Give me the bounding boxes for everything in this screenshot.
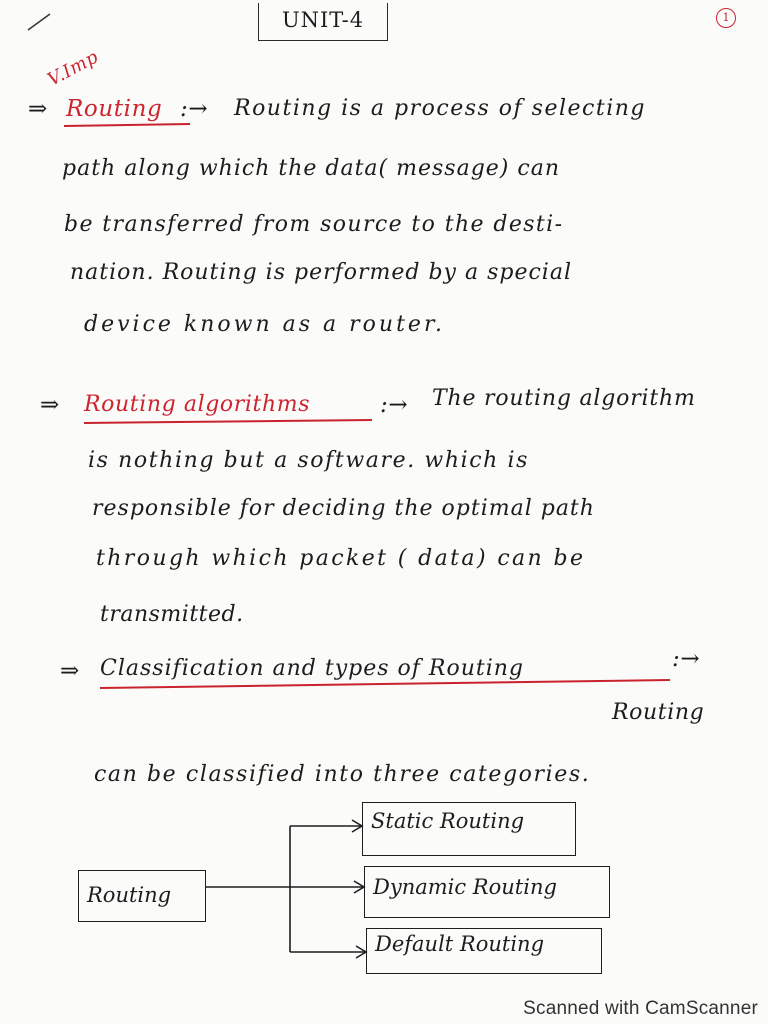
routing-line-3: be transferred from source to the desti- (64, 212, 564, 237)
routing-underline (64, 124, 190, 126)
routing-separator: :→ (180, 96, 209, 122)
diagram-node-dynamic: Dynamic Routing (364, 866, 610, 918)
classification-term: Classification and types of Routing (100, 656, 525, 681)
corner-tick-mark (28, 14, 50, 30)
routing-term: Routing (66, 96, 163, 122)
routing-arrow: ⇒ (28, 96, 48, 122)
classification-line-1: Routing (612, 700, 705, 725)
scanner-watermark: Scanned with CamScanner (523, 998, 758, 1019)
routing-line-5: device known as a router. (84, 312, 446, 337)
algorithms-line-5: transmitted. (100, 602, 244, 627)
unit-title: UNIT-4 (258, 3, 388, 41)
routing-line-4: nation. Routing is performed by a special (70, 260, 572, 285)
classification-underline (100, 680, 670, 688)
classification-line-2: can be classified into three categories. (94, 762, 591, 787)
algorithms-line-4: through which packet ( data) can be (96, 546, 586, 571)
algorithms-arrow: ⇒ (40, 392, 60, 418)
algorithms-term: Routing algorithms (84, 392, 311, 417)
routing-line-2: path along which the data( message) can (62, 156, 560, 181)
algorithms-underline (84, 420, 372, 423)
margin-note-important: V.Imp (44, 46, 103, 91)
diagram-root-node: Routing (78, 870, 206, 922)
algorithms-line-1: The routing algorithm (432, 386, 696, 411)
classification-arrow: ⇒ (60, 658, 80, 684)
algorithms-line-2: is nothing but a software. which is (88, 448, 530, 473)
routing-line-1: Routing is a process of selecting (234, 96, 646, 121)
classification-separator: :→ (672, 646, 701, 672)
algorithms-separator: :→ (380, 392, 409, 418)
algorithms-line-3: responsible for deciding the optimal path (92, 496, 595, 521)
diagram-node-static: Static Routing (362, 802, 576, 856)
diagram-node-default: Default Routing (366, 928, 602, 974)
page-number: 1 (716, 8, 736, 28)
